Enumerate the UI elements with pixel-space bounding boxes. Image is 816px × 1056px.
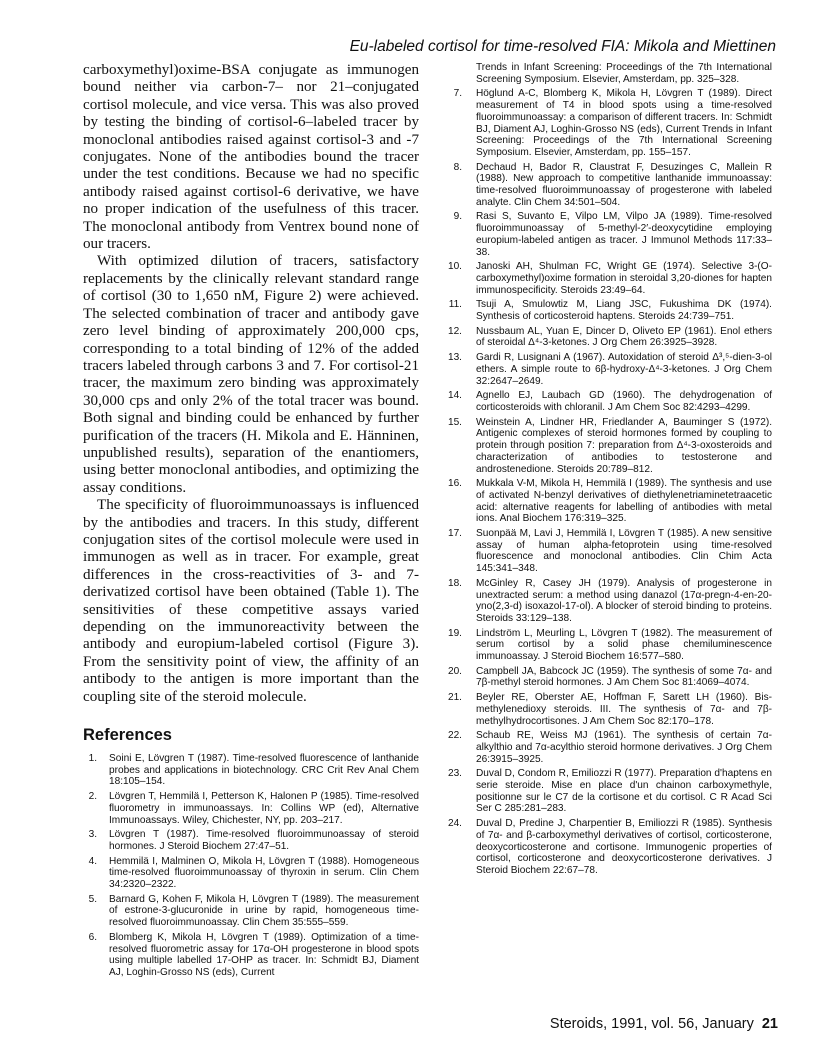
body-paragraph: The specificity of fluoroimmunoassays is influenced by the antibodies and tracers. In this study, different conjugation sites of the cortisol molecule were used in immunogen as well as in tracer. For example, great differences in the cross-reactivities of 3- and 7-derivatized cortisol have been obtained (Table 1). The sensitivities of these competitive assays varied depending on the immunoreactivity between the antibody and europium-labeled cortisol (Figure 3). From the sensitivity point of view, the affinity of an antibody to the antigen is more important than the coupling site of the steroid molecule. (83, 497, 419, 705)
reference-item (444, 417, 772, 476)
reference-item (444, 390, 772, 413)
references-heading: References (83, 726, 172, 745)
reference-item (444, 211, 772, 258)
reference-number: 10. (447, 261, 462, 273)
reference-text: Höglund A-C, Blomberg K, Mikola H, Lövgren T (1989). Direct measurement of T4 in blood spots using a time-resolved fluoroimmunoassay: a comparison of different tracers. In: Schmidt BJ, Diament AJ, Loghin-Grosso NS (eds), Current Trends in Infant Screening: Proceedings of the 7th International Screening Symposium. Elsevier, Amsterdam, pp. 155–157. (476, 88, 772, 158)
reference-item (444, 730, 772, 765)
body-paragraph: carboxymethyl)oxime-BSA conjugate as immunogen bound neither via carbon-7– nor 21–conjugated cortisol molecule, and vice versa. This was also proved by testing the binding of cortisol-6–labeled tracer by monoclonal antibodies raised against cortisol-3 and -7 conjugates. None of the antibodies bound the tracer under the test conditions. Because we had no specific antibody raised against cortisol-6 derivative, we have no proper indication of the usefulness of this tracer. The monoclonal antibody from Ventrex bound none of our tracers. (83, 62, 419, 253)
reference-list-right (444, 62, 772, 877)
reference-number: 4. (88, 855, 97, 867)
reference-text: Rasi S, Suvanto E, Vilpo LM, Vilpo JA (1989). Time-resolved fluoroimmunoassay of 5-methyl-2′-deoxycytidine employing europium-labeled antigen as tracer. J Immunol Methods 117:33–38. (476, 211, 772, 258)
reference-number: 23. (447, 768, 462, 780)
reference-text: Duval D, Condom R, Emiliozzi R (1977). Preparation d'haptens en serie steroide. Mise en place d'un chainon carboxymethyle, positionne sur le C7 de la cortisone et du cortisol. C R Acad Sci Ser C 285:281–283. (476, 768, 772, 815)
reference-number: 5. (88, 893, 97, 905)
reference-text: Schaub RE, Weiss MJ (1961). The synthesis of certain 7α-alkylthio and 7α-acylthio steroid hormone derivatives. J Org Chem 26:3915–3925. (476, 730, 772, 765)
reference-item (444, 692, 772, 727)
reference-number: 3. (88, 829, 97, 841)
reference-text: Soini E, Lövgren T (1987). Time-resolved fluorescence of lanthanide probes and applications in biotechnology. CRC Crit Rev Anal Chem 18:105–154. (109, 753, 419, 788)
reference-text: Lövgren T (1987). Time-resolved fluoroimmunoassay of steroid hormones. J Steroid Biochem 27:47–51. (109, 829, 419, 852)
reference-item (444, 628, 772, 663)
body-paragraph: With optimized dilution of tracers, satisfactory replacements by the clinically relevant standard range of cortisol (30 to 1,650 nM, Figure 2) were achieved. The selected combination of tracer and antibody gave zero level binding of approximately 200,000 cps, corresponding to a total binding of 12% of the added tracers labeled through carbons 3 and 7. For cortisol-21 tracer, the maximum zero binding was approximately 30,000 cps and only 2% of the total tracer was bound. Both signal and binding could be enhanced by further purification of the tracers (H. Mikola and E. Hänninen, unpublished results), separation of the enantiomers, using better monoclonal antibodies, and optimizing the assay conditions. (83, 253, 419, 496)
reference-text: Mukkala V-M, Mikola H, Hemmilä I (1989). The synthesis and use of activated N-benzyl derivatives of diethylenetriaminetetraacetic acid: alternative reagents for labelling of antibodies with metal ions. Anal Biochem 176:319–325. (476, 478, 772, 525)
reference-item (83, 856, 419, 891)
reference-number: 17. (447, 528, 462, 540)
reference-item (83, 932, 419, 979)
reference-number: 15. (447, 416, 462, 428)
reference-number: 11. (448, 299, 462, 311)
reference-item (83, 829, 419, 852)
reference-item (83, 791, 419, 826)
reference-item (444, 528, 772, 575)
reference-item (444, 326, 772, 349)
reference-text: Tsuji A, Smulowtiz M, Liang JSC, Fukushima DK (1974). Synthesis of corticosteroid haptens. Steroids 24:739–751. (476, 299, 772, 323)
reference-text: Janoski AH, Shulman FC, Wright GE (1974). Selective 3-(O-carboxymethyl)oxime formation in steroidal 3,20-diones for hapten immunospecificity. Steroids 23:49–64. (476, 261, 772, 296)
reference-number: 20. (447, 665, 462, 677)
reference-number: 7. (453, 88, 462, 100)
reference-text: Agnello EJ, Laubach GD (1960). The dehydrogenation of corticosteroids with chloranil. J Am Chem Soc 82:4293–4299. (476, 390, 772, 413)
reference-number: 14. (447, 390, 462, 402)
reference-text: Suonpää M, Lavi J, Hemmilä I, Lövgren T (1985). A new sensitive assay of human alpha-fetoprotein using time-resolved fluorescence and monoclonal antibodies. Clin Chim Acta 145:341–348. (476, 528, 772, 575)
reference-text: Trends in Infant Screening: Proceedings of the 7th International Screening Symposium. Elsevier, Amsterdam, pp. 325–328. (476, 62, 772, 85)
reference-item (444, 666, 772, 689)
reference-number: 6. (88, 931, 97, 943)
reference-text: Barnard G, Kohen F, Mikola H, Lövgren T (1989). The measurement of estrone-3-glucuronide in urine by rapid, homogeneous time-resolved fluoroimmunoassay. Clin Chem 35:555–559. (109, 893, 419, 929)
reference-text: Hemmilä I, Malminen O, Mikola H, Lövgren T (1988). Homogeneous time-resolved fluoroimmunoassay of thyroxin in serum. Clin Chem 34:2320–2322. (109, 855, 419, 891)
reference-number: 13. (447, 352, 462, 364)
reference-number: 19. (447, 627, 462, 639)
reference-text: Lövgren T, Hemmilä I, Petterson K, Halonen P (1985). Time-resolved fluorometry in immunoassays. In: Collins WP (ed), Alternative Immunoassays. Wiley, Chichester, NY, pp. 203–217. (109, 791, 419, 826)
reference-number: 18. (447, 577, 462, 589)
reference-list-left (83, 753, 419, 979)
page-number: 21 (761, 1016, 778, 1032)
reference-item (83, 894, 419, 929)
reference-number: 8. (453, 161, 462, 173)
reference-item (83, 753, 419, 788)
reference-number: 1. (88, 753, 97, 765)
running-head: Eu-labeled cortisol for time-resolved FIA: Mikola and Miettinen (349, 38, 776, 55)
reference-number: 22. (447, 730, 462, 742)
reference-item (444, 578, 772, 625)
reference-item (444, 88, 772, 158)
reference-text: Duval D, Predine J, Charpentier B, Emiliozzi R (1985). Synthesis of 7α- and β-carboxymethyl derivatives of cortisol, corticosterone, deoxycorticosterone and cortisone. Immunogenic properties of cortisol, corticosterone and deoxycorticosterone derivatives. J Steroid Biochem 22:67–78. (476, 818, 772, 876)
reference-number: 9. (453, 211, 462, 223)
reference-item (444, 352, 772, 387)
reference-number: 2. (88, 791, 97, 803)
page-footer (550, 1016, 778, 1032)
reference-number: 24. (447, 818, 462, 830)
reference-item (444, 818, 772, 877)
reference-text: Blomberg K, Mikola H, Lövgren T (1989). Optimization of a time-resolved fluorometric assay for 17α-OH progesterone in blood spots using multiple labelled 17-OHP as tracer. In: Schmidt BJ, Diament AJ, Loghin-Grosso NS (eds), Current (109, 931, 419, 978)
reference-text: Gardi R, Lusignani A (1967). Autoxidation of steroid Δ³,⁵-dien-3-ol ethers. A simple route to 6β-hydroxy-Δ⁴-3-ketones. J Org Chem 32:2647–2649. (476, 352, 772, 387)
reference-text: Beyler RE, Oberster AE, Hoffman F, Sarett LH (1960). Bis-methylenedioxy steroids. III. The synthesis of 7α- and 7β-methylhydrocortisones. J Am Chem Soc 82:170–178. (476, 692, 772, 727)
reference-item-continued (444, 62, 772, 85)
reference-text: Dechaud H, Bador R, Claustrat F, Desuzinges C, Mallein R (1988). New approach to competitive lanthanide immunoassay: time-resolved fluoroimmunoassay of progesterone with labeled analyte. Clin Chem 34:501–504. (476, 161, 772, 208)
right-column (444, 62, 772, 880)
reference-item (444, 299, 772, 322)
reference-number: 12. (447, 325, 462, 337)
reference-item (444, 478, 772, 525)
reference-number: 16. (447, 478, 462, 490)
reference-number: 21. (447, 692, 462, 704)
reference-text: Lindström L, Meurling L, Lövgren T (1982). The measurement of serum cortisol by a solid phase chemiluminescence immunoassay. J Steroid Biochem 16:577–580. (476, 627, 772, 663)
reference-text: McGinley R, Casey JH (1979). Analysis of progesterone in unextracted serum: a method using danazol (17α-pregn-4-en-20-yno(2,3-d) isoxazol-17-ol). A blocker of steroid binding to proteins. Steroids 33:129–138. (476, 577, 772, 624)
reference-item (444, 768, 772, 815)
reference-text: Weinstein A, Lindner HR, Friedlander A, Bauminger S (1972). Antigenic complexes of steroid hormones formed by coupling to protein through position 7: preparation from Δ⁴-3-oxosteroids and characterization of antibodies to testosterone and androstenedione. Steroids 20:789–812. (476, 416, 772, 475)
left-column (83, 62, 419, 982)
reference-text: Nussbaum AL, Yuan E, Dincer D, Oliveto EP (1961). Enol ethers of steroidal Δ⁴-3-ketones. J Org Chem 26:3925–3928. (476, 325, 772, 349)
reference-text: Campbell JA, Babcock JC (1959). The synthesis of some 7α- and 7β-methyl steroid hormones. J Am Chem Soc 81:4069–4074. (476, 665, 772, 689)
reference-item (444, 162, 772, 209)
journal-citation: Steroids, 1991, vol. 56, January (549, 1016, 754, 1032)
reference-item (444, 261, 772, 296)
